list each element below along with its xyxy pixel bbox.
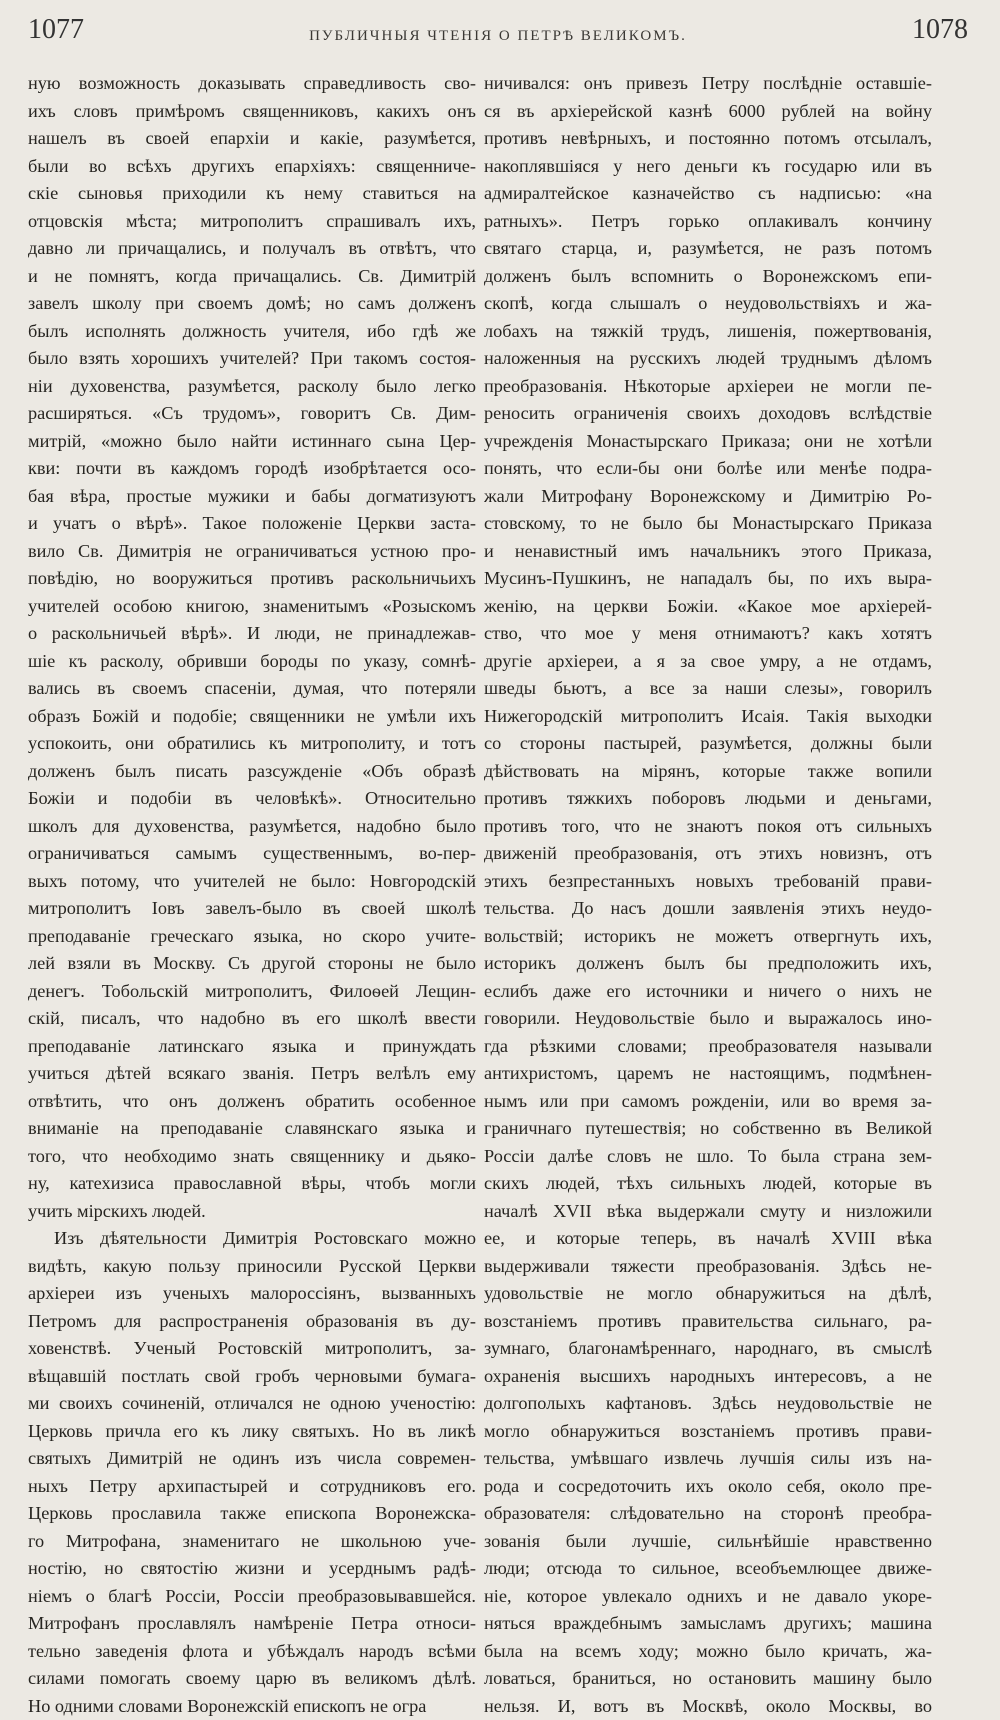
text-line: няться враждебнымъ замысламъ другихъ; машина [484,1610,932,1638]
text-line: было взять хорошихъ учителей? При такомъ состоя- [28,345,476,373]
text-line: Нижегородскій митрополитъ Исаія. Такія выходки [484,703,932,731]
text-line: образъ Божій и подобіе; священники не умѣли ихъ [28,703,476,731]
text-line: ратныхъ». Петръ горько оплакивалъ кончину [484,208,932,236]
text-line: и не помнятъ, когда причащались. Св. Димитрій [28,263,476,291]
text-line: зованія были лучшіе, сильнѣйшіе нравственно [484,1528,932,1556]
text-line: граничнаго путешествія; но собственно въ Великой [484,1115,932,1143]
text-line: нашелъ въ своей епархіи и какіе, разумѣется, [28,125,476,153]
text-line: успокоить, они обратились къ митрополиту, и тотъ [28,730,476,758]
text-line: историкъ долженъ былъ бы предположить ихъ, [484,950,932,978]
text-line: долженъ былъ писать разсужденіе «Объ образѣ [28,758,476,786]
text-line: Митрофанъ прославлялъ намѣреніе Петра относи- [28,1610,476,1638]
text-line: охраненія высшихъ народныхъ интересовъ, а не [484,1363,932,1391]
text-line: ми своихъ сочиненій, отличался не одною ученостію: [28,1390,476,1418]
text-line: со стороны пастырей, разумѣется, должны были [484,730,932,758]
text-line: учителей особою книгою, знаменитымъ «Розыскомъ [28,593,476,621]
text-line: святыхъ Димитрій не одинъ изъ числа современ- [28,1445,476,1473]
text-line: женію, на церкви Божіи. «Какое мое архіерей- [484,593,932,621]
text-line: этихъ безпрестанныхъ новыхъ требованій прави- [484,868,932,896]
text-line: удовольствіе не могло обнаружиться на дѣлѣ, [484,1280,932,1308]
text-line: ловаться, браниться, но остановить машину было [484,1665,932,1693]
text-line: Петромъ для распространенія образованія въ ду- [28,1308,476,1336]
text-line: лобахъ на тяжкій трудъ, лишенія, пожертвованія, [484,318,932,346]
page-number-right: 1078 [912,14,968,46]
text-line: Божіи и подобіи въ человѣкѣ». Относительно [28,785,476,813]
text-line: вѣщавшій постлать свой гробъ черновыми бумага- [28,1363,476,1391]
text-line: скіе сыновья приходили къ нему ставиться на [28,180,476,208]
text-line: гда рѣзкими словами; преобразователя называли [484,1033,932,1061]
text-line: была на всемъ ходу; можно было кричать, жа- [484,1638,932,1666]
text-line: о раскольничьей вѣрѣ». И люди, не принадлежав- [28,620,476,648]
text-line: были во всѣхъ другихъ епархіяхъ: священниче- [28,153,476,181]
text-line: еслибъ даже его источники и ничего о нихъ не [484,978,932,1006]
text-line: былъ исполнять должность учителя, ибо гдѣ же [28,318,476,346]
text-line: люди; отсюда то сильное, всеобъемлющее движе- [484,1555,932,1583]
text-line: преподаваніе греческаго языка, но скоро учите- [28,923,476,951]
text-line: противъ тяжкихъ поборовъ людьми и деньгами, [484,785,932,813]
text-line: дѣйствовать на мірянъ, которые также вопили [484,758,932,786]
text-line: расширяться. «Съ трудомъ», говоритъ Св. Дим- [28,400,476,428]
text-line: ограничиваться самымъ существеннымъ, во-пер- [28,840,476,868]
text-line: реносить ограниченія своихъ доходовъ вслѣдствіе [484,400,932,428]
page-header [28,14,968,60]
text-line: ничивался: онъ привезъ Петру послѣдніе оставшіе- [484,70,932,98]
text-line: учрежденія Монастырскаго Приказа; они не хотѣли [484,428,932,456]
text-line: Изъ дѣятельности Димитрія Ростовскаго можно [28,1225,476,1253]
text-line: нымъ или при самомъ рожденіи, или во время за- [484,1088,932,1116]
text-line: го Митрофана, знаменитаго не школьною уче- [28,1528,476,1556]
text-line: могло обнаружиться возстаніемъ противъ прави- [484,1418,932,1446]
text-line: лей взяли въ Москву. Съ другой стороны не было [28,950,476,978]
text-line: Но одними словами Воронежскій епископъ не огра [28,1693,476,1720]
left-text-column [28,70,476,1720]
text-line: шведы бьютъ, а все за наши слезы», говорилъ [484,675,932,703]
text-line: ихъ словъ примѣромъ священниковъ, какихъ онъ [28,98,476,126]
text-line: выдерживали тяжести преобразованія. Здѣсь не- [484,1253,932,1281]
text-line: ніе, которое увлекало однихъ и не давало укоре- [484,1583,932,1611]
text-line: долженъ былъ вспомнить о Воронежскомъ епи- [484,263,932,291]
text-line: митрополитъ Іовъ завелъ-было въ своей школѣ [28,895,476,923]
text-line: антихристомъ, царемъ не настоящимъ, подмѣнен- [484,1060,932,1088]
text-line: тельства, умѣвшаго извлечь лучшія силы изъ на- [484,1445,932,1473]
text-line: выхъ потому, что учителей не было: Новгородскій [28,868,476,896]
text-line: ство, что мое у меня отнимаютъ? какъ хотятъ [484,620,932,648]
text-line: ную возможность доказывать справедливость сво- [28,70,476,98]
text-line: движеній преобразованія, отъ этихъ новизнъ, отъ [484,840,932,868]
text-line: шіе къ расколу, обривши бороды по указу, сомнѣ- [28,648,476,676]
text-line: учить мірскихъ людей. [28,1198,476,1226]
text-line: наложенныя на русскихъ людей труднымъ дѣломъ [484,345,932,373]
text-line: давно ли причащались, и получалъ въ отвѣтъ, что [28,235,476,263]
text-line: вниманіе на преподаваніе славянскаго языка и [28,1115,476,1143]
text-line: преобразованія. Нѣкоторые архіереи не могли пе- [484,373,932,401]
text-line: ее, и которые теперь, въ началѣ XVIII вѣка [484,1225,932,1253]
right-text-column [484,70,932,1720]
text-line: Мусинъ-Пушкинъ, не нападалъ бы, по ихъ выра- [484,565,932,593]
text-line: ся въ архіерейской казнѣ 6000 рублей на войну [484,98,932,126]
text-line: скій, писалъ, что надобно въ его школѣ ввести [28,1005,476,1033]
text-line: митрій, «можно было найти истиннаго сына Цер- [28,428,476,456]
text-line: силами помогать своему царю въ великомъ дѣлѣ. [28,1665,476,1693]
text-line: Церковь причла его къ лику святыхъ. Но въ ликѣ [28,1418,476,1446]
text-line: и учатъ о вѣрѣ». Такое положеніе Церкви заста- [28,510,476,538]
text-line: видѣть, какую пользу приносили Русской Церкви [28,1253,476,1281]
text-line: долгополыхъ кафтановъ. Здѣсь неудовольствіе не [484,1390,932,1418]
text-line: денегъ. Тобольскій митрополитъ, Филоѳей Лещин- [28,978,476,1006]
text-line: ніемъ о благѣ Россіи, Россіи преобразовывавшейся. [28,1583,476,1611]
text-line: ніи духовенства, разумѣется, расколу было легко [28,373,476,401]
text-line: противъ того, что не знаютъ покоя отъ сильныхъ [484,813,932,841]
text-line: накоплявшіяся у него деньги къ государю или въ [484,153,932,181]
text-line: того, что необходимо знать священнику и дьяко- [28,1143,476,1171]
text-line: Церковь прославила также епископа Воронежска- [28,1500,476,1528]
text-line: возстаніемъ противъ правительства сильнаго, ра- [484,1308,932,1336]
text-line: другіе архіереи, а я за свое умру, а не отдамъ, [484,648,932,676]
text-line: ну, катехизиса православной вѣры, чтобъ могли [28,1170,476,1198]
text-line: кви: почти въ каждомъ городѣ изобрѣтается осо- [28,455,476,483]
text-line: зумнаго, благонамѣреннаго, народнаго, въ смыслѣ [484,1335,932,1363]
text-line: архіереи изъ ученыхъ малороссіянъ, вызванныхъ [28,1280,476,1308]
text-line: вило Св. Димитрія не ограничиваться устною про- [28,538,476,566]
text-line: скопѣ, когда слышалъ о неудовольствіяхъ и жа- [484,290,932,318]
text-line: святаго старца, и, разумѣется, не разъ потомъ [484,235,932,263]
text-line: ныхъ Петру архипастырей и сотрудниковъ его. [28,1473,476,1501]
text-line: стовскому, то не было бы Монастырскаго Приказа [484,510,932,538]
text-line: рода и сосредоточить ихъ около себя, около пре- [484,1473,932,1501]
text-line: вались въ своемъ спасеніи, думая, что потеряли [28,675,476,703]
text-line: и ненавистный имъ начальникъ этого Приказа, [484,538,932,566]
text-line: говорили. Неудовольствіе было и выражалось ино- [484,1005,932,1033]
text-line: Россіи далѣе словъ не шло. То была страна зем- [484,1143,932,1171]
text-line: отцовскія мѣста; митрополитъ спрашивалъ ихъ, [28,208,476,236]
text-line: тельно заведенія флота и убѣждалъ народъ всѣми [28,1638,476,1666]
page-number-left: 1077 [28,14,84,46]
text-line: противъ невѣрныхъ, и постоянно потомъ отсылалъ, [484,125,932,153]
text-line: отвѣтить, что онъ долженъ обратить особенное [28,1088,476,1116]
text-line: тельства. До насъ дошли заявленія этихъ неудо- [484,895,932,923]
text-line: ховенствѣ. Ученый Ростовскій митрополитъ, за- [28,1335,476,1363]
text-line: повѣдію, но вооружиться противъ раскольничьихъ [28,565,476,593]
text-line: адмиралтейское казначейство съ надписью: «на [484,180,932,208]
text-line: преподаваніе латинскаго языка и принуждать [28,1033,476,1061]
text-line: образователя: слѣдовательно на сторонѣ преобра- [484,1500,932,1528]
text-line: скихъ людей, тѣхъ сильныхъ людей, которые въ [484,1170,932,1198]
text-line: завелъ школу при своемъ домѣ; но самъ долженъ [28,290,476,318]
text-line: бая вѣра, простые мужики и бабы догматизуютъ [28,483,476,511]
text-line: нельзя. И, вотъ въ Москвѣ, около Москвы, во [484,1693,932,1720]
text-line: школъ для духовенства, разумѣется, надобно было [28,813,476,841]
text-line: ностію, но святостію жизни и усерднымъ радѣ- [28,1555,476,1583]
text-line: понять, что если-бы они болѣе или менѣе подра- [484,455,932,483]
text-line: жали Митрофану Воронежскому и Димитрію Ро- [484,483,932,511]
text-line: началѣ XVII вѣка выдержали смуту и низложили [484,1198,932,1226]
text-line: учиться дѣтей всякаго званія. Петръ велѣлъ ему [28,1060,476,1088]
running-title: ПУБЛИЧНЫЯ ЧТЕНІЯ О ПЕТРѢ ВЕЛИКОМЪ. [28,28,968,45]
text-line: вольствій; историкъ не можетъ отвергнуть ихъ, [484,923,932,951]
